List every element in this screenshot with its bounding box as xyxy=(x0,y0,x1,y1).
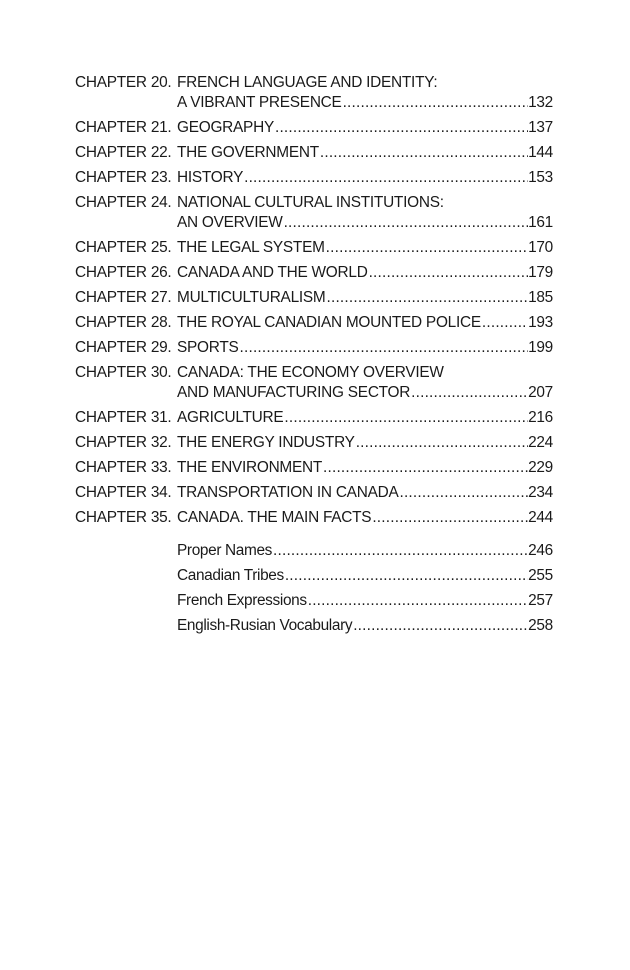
chapter-title-line: NATIONAL CULTURAL INSTITUTIONS: xyxy=(177,194,444,211)
dot-leader xyxy=(355,433,528,453)
page-number: 224 xyxy=(528,434,553,451)
dot-leader xyxy=(342,93,528,113)
toc-entry xyxy=(75,433,553,453)
appendix-title: French Expressions xyxy=(177,592,307,609)
toc-row xyxy=(177,93,553,113)
chapter-label: CHAPTER 25. xyxy=(75,239,172,256)
dot-leader xyxy=(325,238,528,258)
page-number: 244 xyxy=(528,509,553,526)
chapter-label: CHAPTER 35. xyxy=(75,509,172,526)
page-number: 255 xyxy=(528,567,553,584)
chapter-body xyxy=(177,363,553,403)
chapter-body xyxy=(177,508,553,528)
section-gap xyxy=(75,533,553,541)
chapter-label: CHAPTER 24. xyxy=(75,194,172,211)
appendix-body xyxy=(177,591,553,611)
page-number: 199 xyxy=(528,339,553,356)
page-number: 229 xyxy=(528,459,553,476)
dot-leader xyxy=(274,118,528,138)
chapter-title: GEOGRAPHY xyxy=(177,119,274,136)
appendix-label-spacer xyxy=(75,616,177,636)
chapter-title: THE LEGAL SYSTEM xyxy=(177,239,325,256)
chapter-body xyxy=(177,238,553,258)
page-number: 246 xyxy=(528,542,553,559)
appendix-entry xyxy=(75,616,553,636)
toc-entry xyxy=(75,118,553,138)
page-number: 179 xyxy=(528,264,553,281)
chapter-title: AN OVERVIEW xyxy=(177,214,283,231)
toc-entry xyxy=(75,73,553,113)
dot-leader xyxy=(398,483,528,503)
chapter-title: CANADA. THE MAIN FACTS xyxy=(177,509,372,526)
page-number: 137 xyxy=(528,119,553,136)
dot-leader xyxy=(272,541,528,561)
dot-leader xyxy=(283,408,528,428)
page-number: 161 xyxy=(528,214,553,231)
toc-entry xyxy=(75,483,553,503)
toc-row xyxy=(177,433,553,453)
chapter-label: CHAPTER 20. xyxy=(75,74,172,91)
chapter-body xyxy=(177,118,553,138)
chapter-body xyxy=(177,193,553,233)
table-of-contents xyxy=(75,73,553,641)
chapter-title: MULTICULTURALISM xyxy=(177,289,326,306)
toc-row xyxy=(177,383,553,403)
toc-entry xyxy=(75,313,553,333)
dot-leader xyxy=(481,313,528,333)
toc-row xyxy=(177,143,553,163)
dot-leader xyxy=(283,213,528,233)
page-number: 144 xyxy=(528,144,553,161)
appendix-label-spacer xyxy=(75,591,177,611)
dot-leader xyxy=(326,288,529,308)
appendix-label-spacer xyxy=(75,566,177,586)
appendix-title: English-Rusian Vocabulary xyxy=(177,617,353,634)
toc-row xyxy=(177,616,553,636)
dot-leader xyxy=(368,263,529,283)
chapter-body xyxy=(177,338,553,358)
page-number: 216 xyxy=(528,409,553,426)
appendix-body xyxy=(177,566,553,586)
chapter-body xyxy=(177,143,553,163)
toc-row xyxy=(177,338,553,358)
chapter-title: THE ROYAL CANADIAN MOUNTED POLICE xyxy=(177,314,481,331)
appendix-entry xyxy=(75,591,553,611)
toc-row xyxy=(177,168,553,188)
chapter-title: A VIBRANT PRESENCE xyxy=(177,94,342,111)
chapter-title-line: CANADA: THE ECONOMY OVERVIEW xyxy=(177,364,444,381)
appendix-entry xyxy=(75,566,553,586)
chapter-label: CHAPTER 28. xyxy=(75,314,172,331)
chapter-title: SPORTS xyxy=(177,339,239,356)
toc-entry xyxy=(75,508,553,528)
page-number: 170 xyxy=(528,239,553,256)
page-number: 185 xyxy=(528,289,553,306)
chapter-body xyxy=(177,263,553,283)
chapter-title: THE ENVIRONMENT xyxy=(177,459,323,476)
dot-leader xyxy=(239,338,529,358)
chapter-label: CHAPTER 29. xyxy=(75,339,172,356)
toc-row xyxy=(177,263,553,283)
toc-row xyxy=(177,118,553,138)
toc-row xyxy=(177,213,553,233)
chapter-body xyxy=(177,73,553,113)
dot-leader xyxy=(410,383,528,403)
chapter-body xyxy=(177,458,553,478)
page-number: 153 xyxy=(528,169,553,186)
chapter-body xyxy=(177,433,553,453)
toc-entry xyxy=(75,363,553,403)
toc-row xyxy=(177,566,553,586)
chapter-body xyxy=(177,408,553,428)
chapter-label: CHAPTER 21. xyxy=(75,119,172,136)
chapter-label: CHAPTER 22. xyxy=(75,144,172,161)
toc-row xyxy=(177,288,553,308)
page-number: 257 xyxy=(528,592,553,609)
dot-leader xyxy=(319,143,528,163)
appendix-title: Canadian Tribes xyxy=(177,567,284,584)
chapter-label: CHAPTER 27. xyxy=(75,289,172,306)
chapter-title: TRANSPORTATION IN CANADA xyxy=(177,484,399,501)
page-number: 207 xyxy=(528,384,553,401)
chapter-title: AND MANUFACTURING SECTOR xyxy=(177,384,411,401)
toc-entry xyxy=(75,338,553,358)
appendix-body xyxy=(177,541,553,561)
chapter-label: CHAPTER 31. xyxy=(75,409,172,426)
toc-entry xyxy=(75,263,553,283)
chapter-body xyxy=(177,313,553,333)
chapter-title: THE ENERGY INDUSTRY xyxy=(177,434,355,451)
dot-leader xyxy=(307,591,528,611)
page-number: 234 xyxy=(528,484,553,501)
chapter-title: CANADA AND THE WORLD xyxy=(177,264,368,281)
chapter-body xyxy=(177,483,553,503)
chapter-body xyxy=(177,168,553,188)
chapter-label: CHAPTER 30. xyxy=(75,364,172,381)
toc-entry xyxy=(75,408,553,428)
dot-leader xyxy=(284,566,528,586)
toc-entry xyxy=(75,143,553,163)
dot-leader xyxy=(243,168,528,188)
page-number: 193 xyxy=(528,314,553,331)
chapter-title: HISTORY xyxy=(177,169,244,186)
chapter-label: CHAPTER 34. xyxy=(75,484,172,501)
toc-row xyxy=(177,508,553,528)
toc-entry xyxy=(75,168,553,188)
dot-leader xyxy=(371,508,528,528)
chapter-body xyxy=(177,288,553,308)
toc-row xyxy=(177,313,553,333)
chapter-title: AGRICULTURE xyxy=(177,409,284,426)
toc-row xyxy=(177,591,553,611)
toc-row xyxy=(177,541,553,561)
dot-leader xyxy=(352,616,528,636)
dot-leader xyxy=(322,458,528,478)
chapter-label: CHAPTER 26. xyxy=(75,264,172,281)
appendix-entry xyxy=(75,541,553,561)
appendix-body xyxy=(177,616,553,636)
chapter-title-line: FRENCH LANGUAGE AND IDENTITY: xyxy=(177,74,438,91)
chapter-label: CHAPTER 33. xyxy=(75,459,172,476)
toc-row xyxy=(177,483,553,503)
appendix-title: Proper Names xyxy=(177,542,273,559)
toc-entry xyxy=(75,288,553,308)
toc-row xyxy=(177,408,553,428)
toc-row xyxy=(177,238,553,258)
page-number: 258 xyxy=(528,617,553,634)
toc-entry xyxy=(75,193,553,233)
toc-entry xyxy=(75,458,553,478)
chapter-label: CHAPTER 32. xyxy=(75,434,172,451)
chapter-label: CHAPTER 23. xyxy=(75,169,172,186)
chapter-title: THE GOVERNMENT xyxy=(177,144,319,161)
appendix-label-spacer xyxy=(75,541,177,561)
toc-row xyxy=(177,458,553,478)
page-number: 132 xyxy=(528,94,553,111)
toc-entry xyxy=(75,238,553,258)
